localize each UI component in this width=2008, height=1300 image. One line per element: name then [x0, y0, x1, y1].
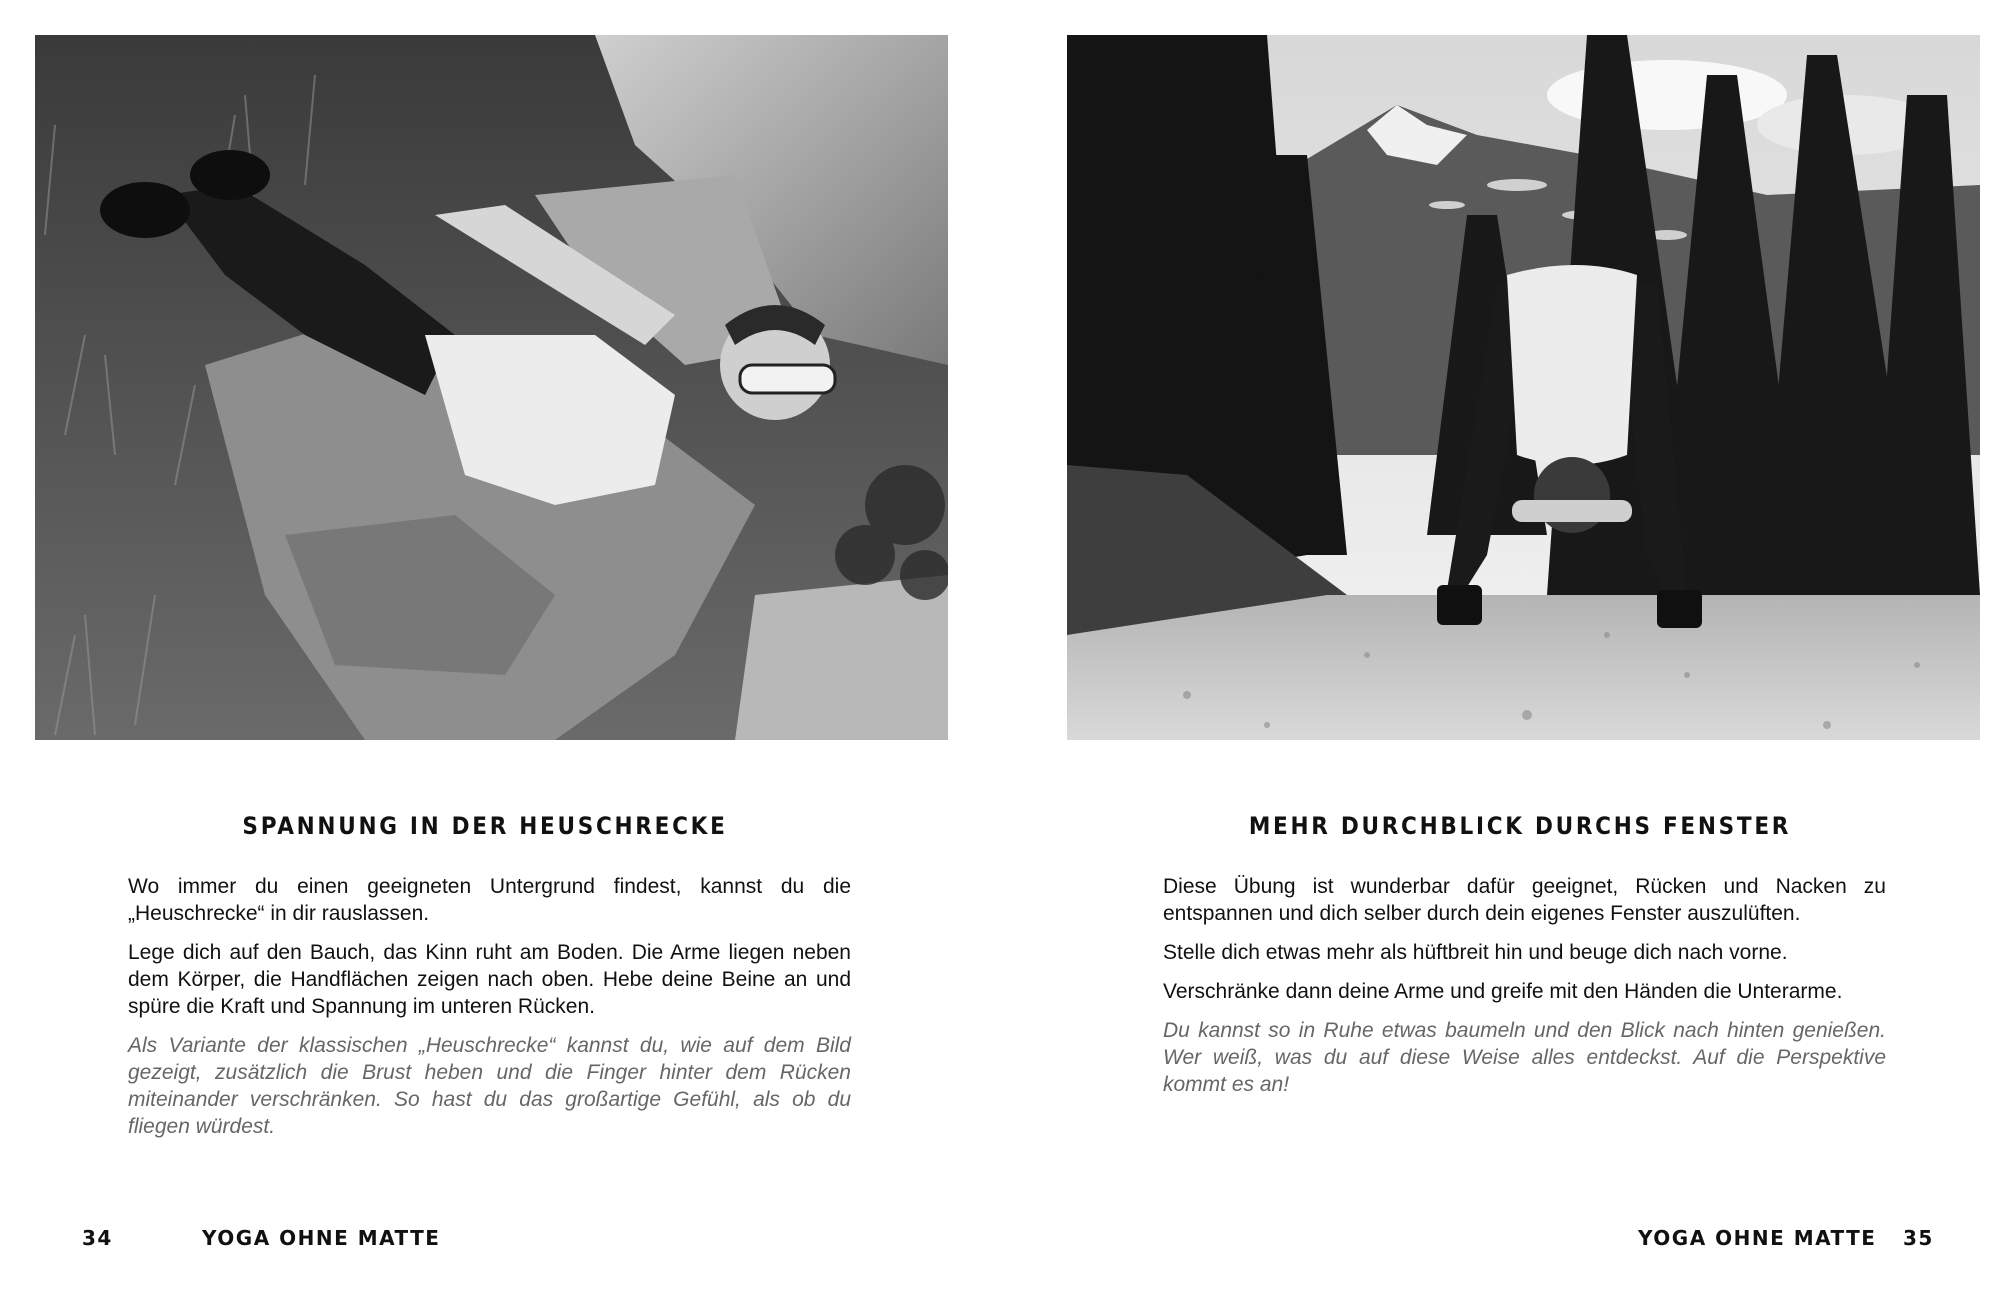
- left-variant-note: Als Variante der klassischen „Heuschrecke“ kannst du, wie auf dem Bild gezeigt, zusätzlich die Brust heben und die Finger hinter dem Rücken miteinander verschränken. So hast du das großartige Gefühl, als ob du fliegen würdest.: [128, 1034, 851, 1138]
- left-page-number: 34: [82, 1226, 113, 1250]
- locust-pose-photo: [35, 35, 948, 740]
- locust-pose-image: [35, 35, 948, 740]
- right-page-title: MEHR DURCHBLICK DURCHS FENSTER: [1248, 812, 1792, 840]
- window-pose-image: [1067, 35, 1980, 740]
- right-variant-note: Du kannst so in Ruhe etwas baumeln und den Blick nach hinten genießen. Wer weiß, was du auf diese Weise alles entdeckst. Auf die Perspektive kommt es an!: [1163, 1019, 1886, 1096]
- window-pose-photo: [1067, 35, 1980, 740]
- right-running-title: YOGA OHNE MATTE: [1638, 1226, 1877, 1250]
- right-paragraph-1: Diese Übung ist wunderbar dafür geeignet, Rücken und Nacken zu entspannen und dich selber durch dein eigenes Fenster auszulüften.: [1163, 875, 1886, 925]
- left-paragraph-1: Wo immer du einen geeigneten Untergrund findest, kannst du die „Heuschrecke“ in dir rauslassen.: [128, 875, 851, 925]
- right-paragraph-3: Verschränke dann deine Arme und greife mit den Händen die Unterarme.: [1163, 980, 1843, 1003]
- left-paragraph-2: Lege dich auf den Bauch, das Kinn ruht am Boden. Die Arme liegen neben dem Körper, die Handflächen zeigen nach oben. Hebe deine Beine an und spüre die Kraft und Spannung im unteren Rücken.: [128, 941, 851, 1018]
- left-page-title: SPANNUNG IN DER HEUSCHRECKE: [242, 812, 728, 840]
- left-running-title: YOGA OHNE MATTE: [202, 1226, 441, 1250]
- left-page-body: [128, 873, 851, 1152]
- right-page-number: 35: [1903, 1226, 1934, 1250]
- right-page-body: [1163, 873, 1886, 1110]
- right-paragraph-2: Stelle dich etwas mehr als hüftbreit hin und beuge dich nach vorne.: [1163, 941, 1788, 964]
